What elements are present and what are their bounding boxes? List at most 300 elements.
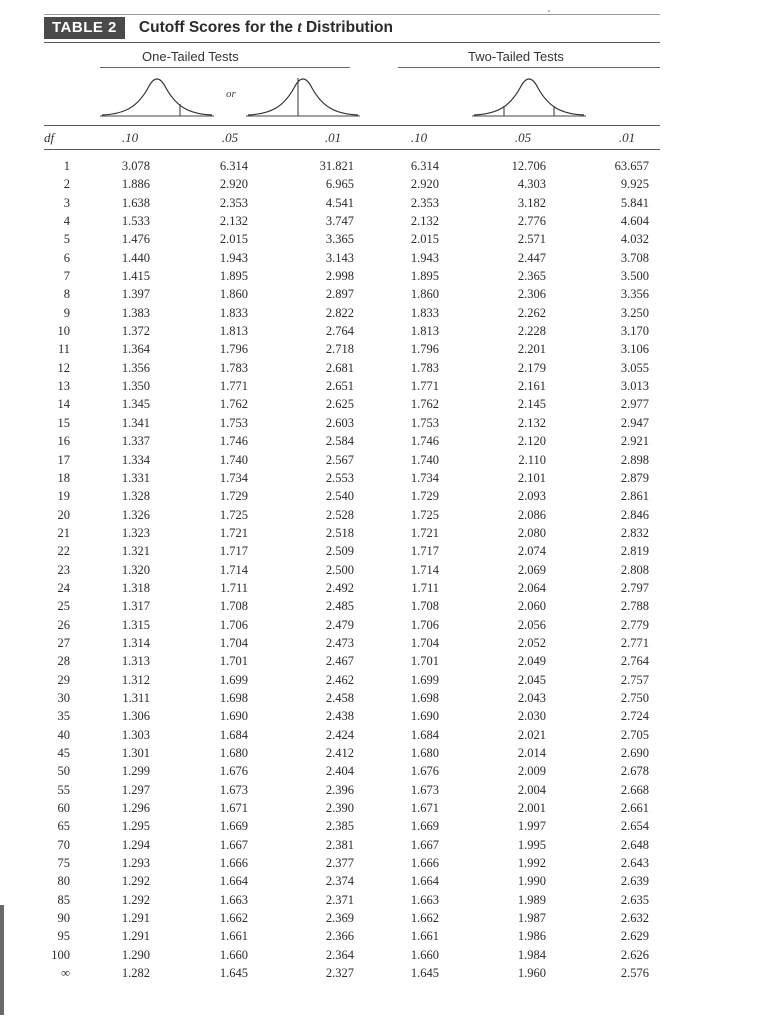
one-tailed-10-cell: 1.397 — [121, 287, 150, 302]
table-row — [0, 634, 768, 652]
two-tailed-10-cell: 1.663 — [410, 892, 439, 907]
df-cell: 12 — [57, 360, 70, 375]
one-tailed-05-cell: 1.690 — [219, 709, 248, 724]
one-tailed-10-cell: 1.306 — [121, 709, 150, 724]
one-tailed-05-cell: 1.660 — [219, 947, 248, 962]
one-tailed-01-cell: 2.584 — [325, 434, 354, 449]
two-tailed-01-cell: 2.668 — [620, 782, 649, 797]
one-tailed-01-cell: 2.366 — [325, 929, 354, 944]
one-tailed-10-cell: 1.356 — [121, 360, 150, 375]
two-tailed-10-cell: 1.664 — [410, 874, 439, 889]
or-label: or — [226, 88, 236, 100]
two-tailed-05-cell: 2.052 — [517, 635, 546, 650]
one-tailed-05-header: .05 — [221, 130, 239, 145]
two-tailed-01-cell: 3.013 — [620, 379, 649, 394]
two-tailed-10-cell: 1.746 — [410, 434, 439, 449]
one-tailed-05-cell: 1.833 — [219, 305, 248, 320]
df-cell: 26 — [57, 617, 70, 632]
one-tailed-10-cell: 1.886 — [121, 177, 150, 192]
one-tailed-01-cell: 2.518 — [325, 525, 354, 540]
one-tailed-05-cell: 1.813 — [219, 324, 248, 339]
two-tailed-01-cell: 2.832 — [620, 525, 649, 540]
two-tailed-10-cell: 1.701 — [410, 654, 439, 669]
two-tailed-01-cell: 2.797 — [620, 580, 649, 595]
df-cell: 20 — [57, 507, 70, 522]
two-tailed-05-cell: 2.776 — [517, 214, 546, 229]
table-row — [0, 561, 768, 579]
two-tailed-10-cell: 1.676 — [410, 764, 439, 779]
two-tailed-05-cell: 2.086 — [517, 507, 546, 522]
one-tailed-10-cell: 1.337 — [121, 434, 150, 449]
one-tailed-01-cell: 3.143 — [325, 250, 354, 265]
df-cell: 28 — [57, 654, 70, 669]
table-row — [0, 652, 768, 670]
one-tailed-10-cell: 1.291 — [121, 911, 150, 926]
table-row — [0, 451, 768, 469]
two-tailed-01-cell: 2.947 — [620, 415, 649, 430]
one-tailed-01-cell: 2.603 — [325, 415, 354, 430]
two-tailed-01-cell: 3.170 — [620, 324, 649, 339]
one-tailed-05-cell: 1.753 — [219, 415, 248, 430]
df-cell: 25 — [57, 599, 70, 614]
table-row — [0, 249, 768, 267]
one-tailed-05-cell: 1.714 — [219, 562, 248, 577]
two-tailed-05-cell: 2.201 — [517, 342, 546, 357]
top-rule — [44, 14, 660, 15]
two-tailed-10-cell: 1.661 — [410, 929, 439, 944]
one-tailed-10-cell: 1.323 — [121, 525, 150, 540]
table-row — [0, 304, 768, 322]
one-tailed-05-cell: 1.676 — [219, 764, 248, 779]
two-tailed-05-cell: 2.161 — [517, 379, 546, 394]
table-row — [0, 817, 768, 835]
one-tailed-05-cell: 1.704 — [219, 635, 248, 650]
table-row — [0, 212, 768, 230]
two-tailed-10-cell: 6.314 — [410, 159, 439, 173]
df-cell: 23 — [57, 562, 70, 577]
two-tailed-10-cell: 1.667 — [410, 837, 439, 852]
two-tailed-01-cell: 4.032 — [620, 232, 649, 247]
one-tailed-01-cell: 2.371 — [325, 892, 354, 907]
df-cell: 18 — [57, 470, 70, 485]
df-cell: 95 — [57, 929, 70, 944]
one-tailed-05-cell: 6.314 — [219, 159, 248, 173]
one-tailed-05-cell: 2.353 — [219, 195, 248, 210]
two-tailed-01-cell: 2.724 — [620, 709, 649, 724]
two-tailed-01-cell: 2.898 — [620, 452, 649, 467]
two-tailed-01-cell: 9.925 — [620, 177, 649, 192]
table-row — [0, 175, 768, 193]
two-tailed-05-cell: 2.080 — [517, 525, 546, 540]
two-tailed-10-cell: 1.796 — [410, 342, 439, 357]
one-tailed-01-cell: 2.462 — [325, 672, 354, 687]
two-tailed-10-cell: 1.734 — [410, 470, 439, 485]
two-tailed-10-cell: 1.706 — [410, 617, 439, 632]
one-tailed-01-cell: 2.438 — [325, 709, 354, 724]
two-tailed-01-cell: 5.841 — [620, 195, 649, 210]
two-tailed-01-cell: 2.861 — [620, 489, 649, 504]
one-tailed-05-cell: 1.708 — [219, 599, 248, 614]
two-tailed-01-cell: 2.771 — [620, 635, 649, 650]
one-tailed-01-cell: 2.377 — [325, 856, 354, 871]
one-tailed-01-cell: 2.369 — [325, 911, 354, 926]
two-tailed-01-cell: 2.629 — [620, 929, 649, 944]
two-tailed-curve-icon — [470, 70, 588, 122]
two-tailed-05-cell: 2.132 — [517, 415, 546, 430]
one-tailed-05-cell: 1.729 — [219, 489, 248, 504]
two-tailed-10-cell: 1.717 — [410, 544, 439, 559]
table-row — [0, 285, 768, 303]
df-cell: 45 — [57, 746, 70, 760]
one-tailed-05-cell: 1.796 — [219, 342, 248, 357]
one-tailed-01-header: .01 — [324, 130, 342, 145]
two-tailed-10-cell: 1.669 — [410, 819, 439, 834]
one-tailed-01-cell: 2.492 — [325, 580, 354, 595]
two-tailed-05-cell: 2.004 — [517, 782, 546, 797]
one-tailed-01-cell: 2.412 — [325, 746, 354, 760]
two-tailed-05-cell: 2.045 — [517, 672, 546, 687]
df-column-header: df — [44, 130, 55, 145]
table-row — [0, 781, 768, 799]
one-tailed-05-cell: 2.015 — [219, 232, 248, 247]
two-tailed-10-cell: 1.671 — [410, 801, 439, 816]
df-cell: 15 — [57, 415, 70, 430]
one-tailed-05-cell: 1.895 — [219, 269, 248, 284]
two-tailed-05-cell: 1.995 — [517, 837, 546, 852]
one-tailed-05-cell: 1.699 — [219, 672, 248, 687]
one-tailed-01-cell: 3.365 — [325, 232, 354, 247]
two-tailed-10-cell: 2.353 — [410, 195, 439, 210]
two-tailed-05-cell: 2.365 — [517, 269, 546, 284]
one-tailed-10-cell: 1.290 — [121, 947, 150, 962]
two-tailed-01-cell: 2.678 — [620, 764, 649, 779]
two-tailed-01-cell: 2.879 — [620, 470, 649, 485]
one-tailed-01-cell: 2.718 — [325, 342, 354, 357]
one-tailed-01-cell: 2.540 — [325, 489, 354, 504]
df-cell: 4 — [63, 214, 70, 229]
table-row — [0, 946, 768, 964]
table-row — [0, 377, 768, 395]
df-cell: 11 — [57, 342, 70, 357]
table-row — [0, 230, 768, 248]
two-tailed-10-cell: 1.660 — [410, 947, 439, 962]
two-tailed-10-cell: 1.698 — [410, 690, 439, 705]
two-tailed-05-cell: 2.179 — [517, 360, 546, 375]
table-title-row — [44, 16, 393, 40]
two-tailed-01-cell: 2.639 — [620, 874, 649, 889]
one-tailed-01-cell: 2.479 — [325, 617, 354, 632]
table-row — [0, 432, 768, 450]
table-row — [0, 927, 768, 945]
one-tailed-10-cell: 1.292 — [121, 892, 150, 907]
df-cell: 80 — [57, 874, 70, 889]
two-tailed-05-cell: 1.984 — [517, 947, 546, 962]
two-tailed-05-cell: 2.060 — [517, 599, 546, 614]
two-tailed-10-cell: 1.783 — [410, 360, 439, 375]
one-tailed-10-cell: 1.440 — [121, 250, 150, 265]
two-tailed-10-cell: 1.860 — [410, 287, 439, 302]
one-tailed-05-cell: 1.711 — [220, 580, 248, 595]
two-tailed-10-header: .10 — [410, 130, 428, 145]
title-rule — [44, 42, 660, 43]
two-tailed-05-cell: 2.120 — [517, 434, 546, 449]
table-row — [0, 854, 768, 872]
one-tailed-01-cell: 2.500 — [325, 562, 354, 577]
one-tailed-rule — [100, 67, 350, 68]
one-tailed-10-cell: 1.372 — [121, 324, 150, 339]
one-tailed-01-cell: 2.385 — [325, 819, 354, 834]
one-tailed-05-cell: 1.706 — [219, 617, 248, 632]
column-header-bottom-rule — [44, 149, 660, 150]
df-cell: 13 — [57, 379, 70, 394]
two-tailed-rule — [398, 67, 660, 68]
one-tailed-01-cell: 2.528 — [325, 507, 354, 522]
one-tailed-10-cell: 1.476 — [121, 232, 150, 247]
table-row — [0, 469, 768, 487]
one-tailed-10-cell: 1.294 — [121, 837, 150, 852]
two-tailed-05-header: .05 — [514, 130, 532, 145]
two-tailed-10-cell: 1.771 — [410, 379, 439, 394]
df-cell: ∞ — [61, 966, 70, 981]
one-tailed-01-cell: 2.390 — [325, 801, 354, 816]
one-tailed-10-cell: 1.320 — [121, 562, 150, 577]
table-row — [0, 340, 768, 358]
df-cell: 65 — [57, 819, 70, 834]
two-tailed-01-cell: 3.708 — [620, 250, 649, 265]
df-cell: 29 — [57, 672, 70, 687]
one-tailed-01-cell: 2.625 — [325, 397, 354, 412]
df-cell: 8 — [63, 287, 70, 302]
one-tailed-05-cell: 1.860 — [219, 287, 248, 302]
two-tailed-01-cell: 2.808 — [620, 562, 649, 577]
two-tailed-10-cell: 1.943 — [410, 250, 439, 265]
one-tailed-10-cell: 1.296 — [121, 801, 150, 816]
df-cell: 35 — [57, 709, 70, 724]
two-tailed-10-cell: 1.662 — [410, 911, 439, 926]
one-tailed-01-cell: 2.681 — [325, 360, 354, 375]
two-tailed-10-cell: 1.895 — [410, 269, 439, 284]
two-tailed-01-cell: 2.846 — [620, 507, 649, 522]
two-tailed-01-cell: 2.757 — [620, 672, 649, 687]
table-body — [0, 157, 768, 982]
df-cell: 70 — [57, 837, 70, 852]
one-tailed-10-cell: 1.314 — [121, 635, 150, 650]
one-tailed-05-cell: 1.943 — [219, 250, 248, 265]
one-tailed-05-cell: 1.671 — [219, 801, 248, 816]
title-suffix: Distribution — [301, 19, 393, 36]
one-tailed-05-cell: 1.717 — [219, 544, 248, 559]
two-tailed-01-cell: 2.576 — [620, 966, 649, 981]
two-tailed-01-cell: 3.356 — [620, 287, 649, 302]
two-tailed-05-cell: 2.101 — [517, 470, 546, 485]
two-tailed-10-cell: 1.673 — [410, 782, 439, 797]
one-tailed-01-cell: 2.458 — [325, 690, 354, 705]
two-tailed-05-cell: 1.997 — [517, 819, 546, 834]
two-tailed-10-cell: 1.833 — [410, 305, 439, 320]
one-tailed-10-cell: 1.321 — [121, 544, 150, 559]
one-tailed-01-cell: 2.509 — [325, 544, 354, 559]
title-prefix: Cutoff Scores for the — [138, 19, 298, 36]
table-row — [0, 267, 768, 285]
title-italic-t: t — [297, 19, 302, 36]
two-tailed-05-cell: 2.093 — [517, 489, 546, 504]
df-cell: 40 — [57, 727, 70, 742]
table-row — [0, 506, 768, 524]
one-tailed-10-cell: 1.345 — [121, 397, 150, 412]
two-tailed-01-cell: 3.106 — [620, 342, 649, 357]
two-tailed-10-cell: 1.753 — [410, 415, 439, 430]
two-tailed-01-cell: 2.654 — [620, 819, 649, 834]
df-cell: 21 — [57, 525, 70, 540]
table-row — [0, 726, 768, 744]
df-cell: 24 — [57, 580, 70, 595]
one-tailed-05-cell: 1.746 — [219, 434, 248, 449]
one-tailed-01-cell: 4.541 — [325, 195, 354, 210]
one-tailed-10-cell: 1.282 — [121, 966, 150, 981]
two-tailed-01-cell: 2.635 — [620, 892, 649, 907]
df-cell: 5 — [63, 232, 70, 247]
one-tailed-10-cell: 1.341 — [121, 415, 150, 430]
two-tailed-10-cell: 1.813 — [410, 324, 439, 339]
one-tailed-10-cell: 1.291 — [121, 929, 150, 944]
two-tailed-05-cell: 1.992 — [517, 856, 546, 871]
two-tailed-05-cell: 2.014 — [517, 746, 546, 760]
two-tailed-10-cell: 1.729 — [410, 489, 439, 504]
one-tailed-10-cell: 1.318 — [121, 580, 150, 595]
two-tailed-05-cell: 2.228 — [517, 324, 546, 339]
two-tailed-10-cell: 1.699 — [410, 672, 439, 687]
one-tailed-10-cell: 1.326 — [121, 507, 150, 522]
table-row — [0, 836, 768, 854]
two-tailed-01-cell: 3.500 — [620, 269, 649, 284]
df-cell: 9 — [63, 305, 70, 320]
two-tailed-05-cell: 2.306 — [517, 287, 546, 302]
one-tailed-05-cell: 1.762 — [219, 397, 248, 412]
table-row — [0, 891, 768, 909]
two-tailed-01-cell: 2.788 — [620, 599, 649, 614]
df-cell: 60 — [57, 801, 70, 816]
one-tailed-01-cell: 2.327 — [325, 966, 354, 981]
df-cell: 1 — [63, 159, 70, 173]
two-tailed-10-cell: 1.711 — [411, 580, 439, 595]
one-tailed-label: One-Tailed Tests — [142, 49, 239, 64]
one-tailed-01-cell: 2.404 — [325, 764, 354, 779]
two-tailed-05-cell: 1.990 — [517, 874, 546, 889]
one-tailed-05-cell: 1.669 — [219, 819, 248, 834]
two-tailed-01-cell: 2.764 — [620, 654, 649, 669]
two-tailed-10-cell: 2.920 — [410, 177, 439, 192]
table-row — [0, 322, 768, 340]
one-tailed-05-cell: 1.666 — [219, 856, 248, 871]
one-tailed-01-cell: 2.567 — [325, 452, 354, 467]
one-tailed-05-cell: 1.661 — [219, 929, 248, 944]
two-tailed-01-cell: 2.690 — [620, 746, 649, 760]
two-tailed-05-cell: 1.987 — [517, 911, 546, 926]
df-cell: 55 — [57, 782, 70, 797]
one-tailed-01-cell: 2.364 — [325, 947, 354, 962]
one-tailed-right-curve-icon — [244, 70, 362, 122]
two-tailed-05-cell: 2.056 — [517, 617, 546, 632]
two-tailed-05-cell: 2.030 — [517, 709, 546, 724]
one-tailed-01-cell: 2.467 — [325, 654, 354, 669]
one-tailed-05-cell: 1.667 — [219, 837, 248, 852]
table-row — [0, 964, 768, 982]
df-cell: 10 — [57, 324, 70, 339]
table-row — [0, 487, 768, 505]
two-tailed-01-cell: 2.648 — [620, 837, 649, 852]
one-tailed-05-cell: 2.920 — [219, 177, 248, 192]
one-tailed-05-cell: 1.662 — [219, 911, 248, 926]
one-tailed-05-cell: 1.663 — [219, 892, 248, 907]
two-tailed-10-cell: 1.680 — [410, 746, 439, 760]
df-cell: 16 — [57, 434, 70, 449]
table-row — [0, 542, 768, 560]
two-tailed-10-cell: 2.015 — [410, 232, 439, 247]
one-tailed-10-cell: 1.415 — [121, 269, 150, 284]
one-tailed-05-cell: 1.725 — [219, 507, 248, 522]
two-tailed-01-cell: 2.643 — [620, 856, 649, 871]
one-tailed-left-curve-icon — [98, 70, 216, 122]
two-tailed-01-cell: 2.661 — [620, 801, 649, 816]
two-tailed-05-cell: 12.706 — [511, 159, 546, 173]
df-cell: 2 — [63, 177, 70, 192]
two-tailed-05-cell: 2.571 — [517, 232, 546, 247]
two-tailed-05-cell: 2.069 — [517, 562, 546, 577]
one-tailed-10-cell: 1.364 — [121, 342, 150, 357]
two-tailed-05-cell: 2.110 — [518, 452, 546, 467]
one-tailed-01-cell: 2.897 — [325, 287, 354, 302]
one-tailed-01-cell: 2.822 — [325, 305, 354, 320]
two-tailed-05-cell: 4.303 — [517, 177, 546, 192]
two-tailed-label: Two-Tailed Tests — [468, 49, 564, 64]
two-tailed-01-cell: 3.250 — [620, 305, 649, 320]
one-tailed-10-cell: 1.293 — [121, 856, 150, 871]
one-tailed-10-cell: 1.315 — [121, 617, 150, 632]
one-tailed-10-cell: 1.313 — [121, 654, 150, 669]
table-row — [0, 744, 768, 762]
two-tailed-01-cell: 2.632 — [620, 911, 649, 926]
df-cell: 19 — [57, 489, 70, 504]
two-tailed-10-cell: 1.714 — [410, 562, 439, 577]
one-tailed-10-cell: 1.303 — [121, 727, 150, 742]
df-cell: 50 — [57, 764, 70, 779]
df-cell: 3 — [63, 195, 70, 210]
two-tailed-05-cell: 2.021 — [517, 727, 546, 742]
two-tailed-05-cell: 2.043 — [517, 690, 546, 705]
two-tailed-05-cell: 2.145 — [517, 397, 546, 412]
one-tailed-10-cell: 1.331 — [121, 470, 150, 485]
one-tailed-05-cell: 1.673 — [219, 782, 248, 797]
one-tailed-05-cell: 1.783 — [219, 360, 248, 375]
one-tailed-01-cell: 3.747 — [325, 214, 354, 229]
table-row — [0, 707, 768, 725]
two-tailed-01-cell: 3.055 — [620, 360, 649, 375]
two-tailed-05-cell: 2.001 — [517, 801, 546, 816]
table-row — [0, 909, 768, 927]
two-tailed-01-cell: 2.921 — [620, 434, 649, 449]
two-tailed-01-header: .01 — [618, 130, 636, 145]
two-tailed-05-cell: 1.986 — [517, 929, 546, 944]
one-tailed-05-cell: 1.701 — [219, 654, 248, 669]
two-tailed-05-cell: 2.447 — [517, 250, 546, 265]
one-tailed-05-cell: 1.698 — [219, 690, 248, 705]
one-tailed-01-cell: 2.473 — [325, 635, 354, 650]
one-tailed-01-cell: 2.998 — [325, 269, 354, 284]
two-tailed-01-cell: 2.977 — [620, 397, 649, 412]
one-tailed-05-cell: 2.132 — [219, 214, 248, 229]
two-tailed-01-cell: 2.750 — [620, 690, 649, 705]
two-tailed-10-cell: 2.132 — [410, 214, 439, 229]
